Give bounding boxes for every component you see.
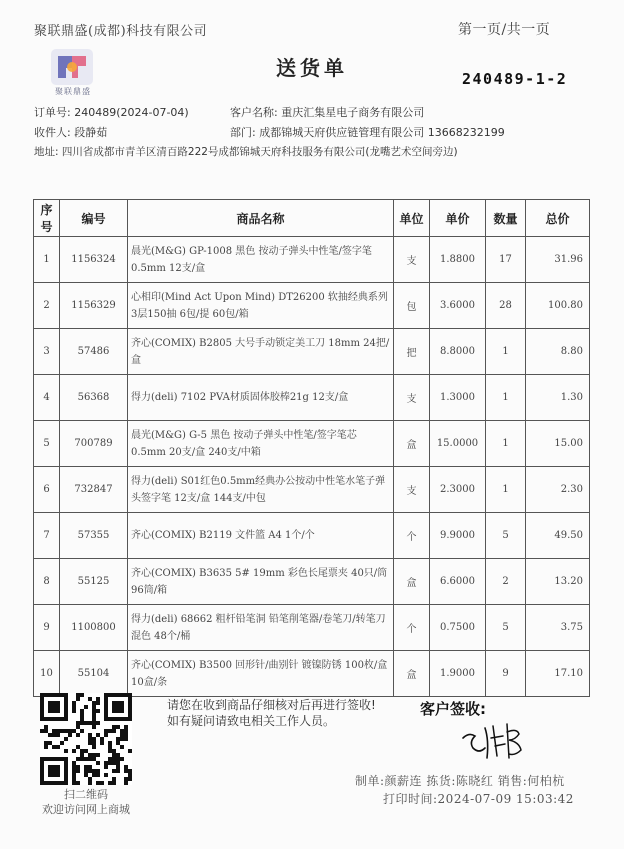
cell-code: 1156329 — [60, 283, 128, 329]
table-header-row — [34, 200, 590, 237]
cell-unit: 包 — [394, 283, 430, 329]
receiver-line — [34, 124, 107, 140]
cell-unit-price: 9.9000 — [430, 513, 486, 559]
cell-product-name: 得力(deli) 68662 粗杆铅笔洞 铅笔削笔器/卷笔刀/转笔刀 混色 48个/桶 — [128, 605, 394, 651]
cell-product-name: 心相印(Mind Act Upon Mind) DT26200 软抽经典系列 3层150抽 6包/提 60包/箱 — [128, 283, 394, 329]
table-row — [34, 237, 590, 283]
table-row — [34, 421, 590, 467]
cell-code: 56368 — [60, 375, 128, 421]
cell-index: 2 — [34, 283, 60, 329]
cell-index: 1 — [34, 237, 60, 283]
cell-index: 7 — [34, 513, 60, 559]
cell-unit-price: 1.3000 — [430, 375, 486, 421]
cell-product-name: 得力(deli) S01红色0.5mm经典办公按动中性笔水笔子弹头签字笔 12支/盒 144支/中包 — [128, 467, 394, 513]
cell-unit: 个 — [394, 513, 430, 559]
table-row — [34, 375, 590, 421]
cell-quantity: 5 — [486, 605, 526, 651]
company-name: 聚联鼎盛(成都)科技有限公司 — [34, 24, 208, 39]
cell-code: 55125 — [60, 559, 128, 605]
order-label: 订单号: — [34, 106, 71, 119]
company-logo — [50, 48, 94, 86]
table-row — [34, 467, 590, 513]
cell-code: 57486 — [60, 329, 128, 375]
page-indicator: 第一页/共一页 — [458, 22, 551, 38]
header-code: 编号 — [60, 200, 128, 237]
cell-total: 13.20 — [526, 559, 590, 605]
cell-total: 3.75 — [526, 605, 590, 651]
cell-product-name: 晨光(M&G) G-5 黑色 按动子弹头中性笔/签字笔芯0.5mm 20支/盒 240支/中箱 — [128, 421, 394, 467]
cell-unit-price: 0.7500 — [430, 605, 486, 651]
cell-index: 10 — [34, 651, 60, 697]
customer-line — [230, 104, 424, 120]
document-number: 240489-1-2 — [462, 70, 568, 88]
cell-unit-price: 15.0000 — [430, 421, 486, 467]
order-number-line — [34, 104, 189, 120]
cell-unit: 盒 — [394, 651, 430, 697]
cell-quantity: 9 — [486, 651, 526, 697]
cell-quantity: 2 — [486, 559, 526, 605]
logo-text: 聚联鼎盛 — [55, 87, 91, 96]
cell-code: 700789 — [60, 421, 128, 467]
cell-quantity: 17 — [486, 237, 526, 283]
cell-code: 1100800 — [60, 605, 128, 651]
cell-unit: 支 — [394, 237, 430, 283]
cell-total: 15.00 — [526, 421, 590, 467]
cell-unit-price: 1.9000 — [430, 651, 486, 697]
cell-total: 1.30 — [526, 375, 590, 421]
customer-sign-label: 客户签收: — [420, 700, 486, 718]
cell-product-name: 齐心(COMIX) B3500 回形针/曲别针 镀镍防锈 100枚/盒 10盒/条 — [128, 651, 394, 697]
cell-code: 732847 — [60, 467, 128, 513]
cell-total: 8.80 — [526, 329, 590, 375]
cell-quantity: 1 — [486, 421, 526, 467]
cell-total: 2.30 — [526, 467, 590, 513]
cell-product-name: 齐心(COMIX) B2805 大号手动锁定美工刀 18mm 24把/盒 — [128, 329, 394, 375]
receiver-label: 收件人: — [34, 126, 71, 139]
cell-quantity: 5 — [486, 513, 526, 559]
cell-unit: 个 — [394, 605, 430, 651]
qr-code[interactable] — [40, 693, 132, 785]
cell-unit: 支 — [394, 467, 430, 513]
cell-product-name: 齐心(COMIX) B2119 文件篮 A4 1个/个 — [128, 513, 394, 559]
department-line — [230, 124, 505, 140]
receiver-value: 段静茹 — [74, 126, 108, 139]
cell-unit-price: 6.6000 — [430, 559, 486, 605]
header-product-name: 商品名称 — [128, 200, 394, 237]
cell-index: 8 — [34, 559, 60, 605]
qr-caption-shop: 欢迎访问网上商城 — [42, 803, 130, 816]
cell-product-name: 齐心(COMIX) B3635 5# 19mm 彩色长尾票夹 40只/筒 96筒/箱 — [128, 559, 394, 605]
sign-notice: 请您在收到商品仔细核对后再进行签收!如有疑问请致电相关工作人员。 — [167, 698, 376, 728]
header-index: 序号 — [34, 200, 60, 237]
cell-index: 3 — [34, 329, 60, 375]
cell-code: 1156324 — [60, 237, 128, 283]
staff-info: 制单:颜薪连 拣货:陈晓红 销售:何柏杭 — [355, 774, 565, 788]
cell-index: 9 — [34, 605, 60, 651]
table-row — [34, 283, 590, 329]
items-table — [33, 199, 590, 697]
cell-unit-price: 3.6000 — [430, 283, 486, 329]
cell-unit: 把 — [394, 329, 430, 375]
header-unit-price: 单价 — [430, 200, 486, 237]
table-row — [34, 605, 590, 651]
cell-total: 100.80 — [526, 283, 590, 329]
cell-unit-price: 1.8800 — [430, 237, 486, 283]
customer-value: 重庆汇集星电子商务有限公司 — [281, 106, 425, 119]
cell-code: 55104 — [60, 651, 128, 697]
cell-total: 49.50 — [526, 513, 590, 559]
department-value: 成都锦城天府供应链管理有限公司 13668232199 — [259, 126, 505, 139]
table-row — [34, 329, 590, 375]
department-label: 部门: — [230, 126, 256, 139]
address-line — [34, 144, 458, 159]
cell-product-name: 晨光(M&G) GP-1008 黑色 按动子弹头中性笔/签字笔0.5mm 12支/盒 — [128, 237, 394, 283]
cell-index: 6 — [34, 467, 60, 513]
cell-product-name: 得力(deli) 7102 PVA材质固体胶棒21g 12支/盒 — [128, 375, 394, 421]
cell-quantity: 1 — [486, 375, 526, 421]
cell-unit: 支 — [394, 375, 430, 421]
cell-unit-price: 2.3000 — [430, 467, 486, 513]
address-label: 地址: — [34, 146, 59, 158]
cell-unit: 盒 — [394, 559, 430, 605]
cell-total: 31.96 — [526, 237, 590, 283]
order-value: 240489(2024-07-04) — [74, 106, 189, 119]
table-row — [34, 559, 590, 605]
items-body — [34, 237, 590, 697]
cell-quantity: 28 — [486, 283, 526, 329]
header-quantity: 数量 — [486, 200, 526, 237]
cell-index: 5 — [34, 421, 60, 467]
customer-signature — [455, 718, 545, 766]
header-unit: 单位 — [394, 200, 430, 237]
print-time: 打印时间:2024-07-09 15:03:42 — [383, 792, 574, 806]
header-total: 总价 — [526, 200, 590, 237]
cell-unit: 盒 — [394, 421, 430, 467]
cell-code: 57355 — [60, 513, 128, 559]
cell-quantity: 1 — [486, 329, 526, 375]
customer-label: 客户名称: — [230, 106, 278, 119]
cell-unit-price: 8.8000 — [430, 329, 486, 375]
table-row — [34, 513, 590, 559]
address-value: 四川省成都市青羊区清百路222号成都锦城天府科技服务有限公司(龙嘴艺术空间旁边) — [61, 146, 458, 158]
qr-caption: 扫二维码 — [64, 788, 108, 801]
cell-quantity: 1 — [486, 467, 526, 513]
cell-total: 17.10 — [526, 651, 590, 697]
document-title: 送货单 — [276, 56, 348, 80]
cell-index: 4 — [34, 375, 60, 421]
table-row — [34, 651, 590, 697]
